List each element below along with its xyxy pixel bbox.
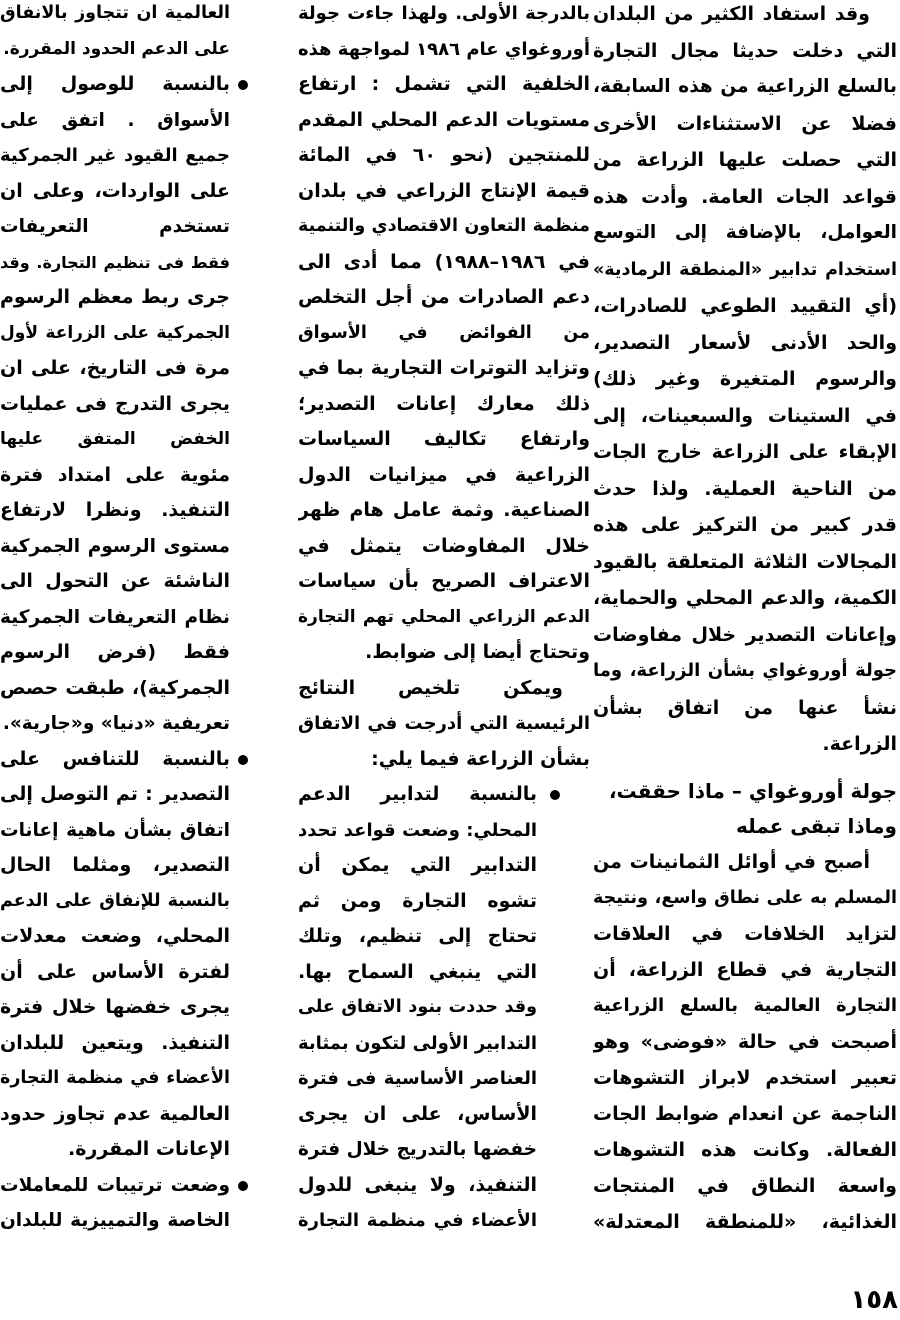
text-line: وإعانات التصدير خلال مفاوضات <box>593 623 897 646</box>
text-line: الأسواق . اتفق على <box>0 109 230 131</box>
text-line: الغذائية، «للمنطقة المعتدلة» <box>593 1210 897 1233</box>
text-line: نشأ عنها من اتفاق بشأن <box>593 696 897 719</box>
text-line: والرسوم المتغيرة وغير ذلك) <box>593 368 897 390</box>
text-line: التجارية في قطاع الزراعة، أن <box>593 958 897 981</box>
bullet-icon <box>238 1181 248 1191</box>
text-line: الخفض المتفق عليها <box>0 429 230 449</box>
text-line: تعبير استخدم لابراز التشوهات <box>593 1066 897 1089</box>
text-line: المحلي: وضعت قواعد تحدد <box>298 819 537 841</box>
text-line: وقد استفاد الكثير من البلدان <box>593 3 870 25</box>
text-line: المجالات الثلاثة المتعلقة بالقيود <box>593 550 897 573</box>
text-line: قواعد الجات العامة. وأدت هذه <box>593 185 897 208</box>
bullet-item <box>0 742 272 1168</box>
text-line: الإبقاء على الزراعة خارج الجات <box>593 441 897 463</box>
text-line: تعريفية «دنيا» و«جارية». <box>2 713 230 734</box>
text-line: لفترة الأساس على أن <box>0 960 230 983</box>
text-line: المسلم به على نطاق واسع، ونتيجة <box>593 887 897 908</box>
bullet-item <box>0 67 272 742</box>
column-middle <box>298 0 590 1239</box>
text-line: وتحتاج أيضا إلى ضوابط. <box>365 641 590 663</box>
text-line: قدر كبير من التركيز على هذه <box>593 514 897 536</box>
text-line: قيمة الإنتاج الزراعي في بلدان <box>298 179 590 202</box>
heading-line: جولة أوروغواي – ماذا حققت، <box>608 778 897 803</box>
paragraph <box>298 0 590 671</box>
text-line: بالنسبة للوصول إلى <box>0 73 230 95</box>
text-line: الكمية، والدعم المحلي والحماية، <box>593 587 897 609</box>
text-line: (أي التقييد الطوعي للصادرات، <box>593 295 897 317</box>
text-line: الناجمة عن انعدام ضوابط الجات <box>593 1102 897 1125</box>
text-line: العالمية عدم تجاوز حدود <box>0 1102 230 1125</box>
text-line: المحلي، وضعت معدلات <box>0 925 230 947</box>
text-line: الخلفية التي تشمل : ارتفاع <box>298 73 590 95</box>
bullet-icon <box>238 755 248 765</box>
text-line: التجارة العالمية بالسلع الزراعية <box>593 994 897 1016</box>
text-line: في الستينات والسبعينات، إلى <box>593 404 897 427</box>
text-line: وضعت ترتيبات للمعاملات <box>0 1174 230 1196</box>
text-line: جولة أوروغواي بشأن الزراعة، وما <box>593 660 897 681</box>
text-line: وتزايد التوترات التجارية بما في <box>298 357 590 379</box>
bullet-item <box>298 777 590 1239</box>
text-line: تحتاج إلى تنظيم، وتلك <box>298 925 537 947</box>
text-line: فقط فى تنظيم التجارة. وقد <box>0 252 230 272</box>
text-line: الجمركية)، طبقت حصص <box>0 676 230 699</box>
paragraph <box>0 0 272 67</box>
heading-line: وماذا تبقى عمله <box>735 813 897 838</box>
text-line: الخاصة والتمييزية للبلدان <box>0 1210 230 1231</box>
text-line: منظمة التعاون الاقتصادي والتنمية <box>298 216 590 236</box>
text-line: وارتفاع تكاليف السياسات <box>298 428 590 450</box>
text-line: فضلا عن الاستثناءات الأخرى <box>593 112 897 135</box>
text-line: الجمركية على الزراعة لأول <box>0 322 230 343</box>
text-line: بالنسبة للتنافس على <box>0 747 230 770</box>
text-line: الدعم الزراعي المحلي تهم التجارة <box>298 606 590 627</box>
paragraph <box>298 671 590 778</box>
text-line: التدابير التي يمكن أن <box>298 854 537 876</box>
text-line: بالنسبة للإنفاق على الدعم <box>0 890 230 911</box>
text-line: التنفيذ. ونظرا لارتفاع <box>0 499 230 521</box>
paragraph <box>593 844 897 1240</box>
text-line: جميع القيود غير الجمركية <box>0 145 230 166</box>
text-line: التصدير : تم التوصل إلى <box>0 783 230 805</box>
text-line: جرى ربط معظم الرسوم <box>0 286 230 308</box>
text-line: فقط (فرض الرسوم <box>0 641 230 663</box>
text-line: دعم الصادرات من أجل التخلص <box>298 286 590 308</box>
text-line: من الفوائض في الأسواق <box>298 322 590 343</box>
text-line: على الدعم الحدود المقررة. <box>3 38 230 59</box>
text-line: اتفاق بشأن ماهية إعانات <box>0 819 230 841</box>
column-left <box>0 0 272 1239</box>
text-line: واسعة النطاق في المنتجات <box>593 1174 897 1197</box>
text-line: التي حصلت عليها الزراعة من <box>593 149 897 171</box>
text-line: الرئيسية التي أدرجت في الاتفاق <box>298 713 590 734</box>
text-line: مستويات الدعم المحلي المقدم <box>298 108 590 131</box>
bullet-icon <box>550 790 560 800</box>
text-line: يجرى التدرج فى عمليات <box>0 392 230 415</box>
text-line: الصناعية. وثمة عامل هام ظهر <box>298 499 590 521</box>
text-line: أصبح في أوائل الثمانينات من <box>593 850 870 873</box>
text-line: مرة فى التاريخ، على ان <box>0 357 230 379</box>
text-line: الاعتراف الصريح بأن سياسات <box>298 570 590 592</box>
text-line: الفعالة. وكانت هذه التشوهات <box>593 1138 897 1161</box>
text-line: الأعضاء في منظمة التجارة <box>298 1210 537 1231</box>
text-line: والحد الأدنى لأسعار التصدير، <box>593 331 897 354</box>
text-line: الزراعية في ميزانيات الدول <box>298 463 590 486</box>
text-line: وقد حددت بنود الاتفاق على <box>298 997 537 1017</box>
bullet-item <box>0 1168 272 1239</box>
text-line: يجرى خفضها خلال فترة <box>0 996 230 1018</box>
text-line: مئوية على امتداد فترة <box>0 463 230 486</box>
text-line: تستخدم التعريفات <box>0 216 230 237</box>
text-line: الإعانات المقررة. <box>67 1138 230 1160</box>
text-line: العالمية ان تتجاوز بالانفاق <box>0 3 230 23</box>
column-right <box>593 0 897 1240</box>
text-line: استخدام تدابير «المنطقة الرمادية» <box>593 259 897 280</box>
text-line: بشأن الزراعة فيما يلي: <box>371 747 590 770</box>
text-line: خلال المفاوضات يتمثل في <box>298 534 590 557</box>
text-line: ويمكن تلخيص النتائج <box>298 676 563 699</box>
text-line: للمنتجين (نحو ٦٠ في المائة <box>298 144 590 166</box>
paragraph <box>593 0 897 763</box>
text-line: التصدير، ومثلما الحال <box>0 854 230 876</box>
text-line: نظام التعريفات الجمركية <box>0 606 230 628</box>
text-line: مستوى الرسوم الجمركية <box>0 535 230 557</box>
text-line: تشوه التجارة ومن ثم <box>298 889 537 912</box>
text-line: الأعضاء في منظمة التجارة <box>0 1068 230 1088</box>
text-line: الأساس، على ان يجرى <box>298 1102 537 1125</box>
text-line: الزراعة. <box>822 733 897 755</box>
text-line: العوامل، بالإضافة إلى التوسع <box>593 222 897 243</box>
text-line: من الناحية العملية. ولذا حدث <box>593 477 897 500</box>
bullet-icon <box>238 80 248 90</box>
text-line: العناصر الأساسية فى فترة <box>298 1068 537 1089</box>
text-line: التنفيذ، ولا ينبغى للدول <box>298 1173 537 1196</box>
text-line: خفضها بالتدريج خلال فترة <box>298 1139 537 1160</box>
text-line: بالسلع الزراعية من هذه السابقة، <box>593 76 897 97</box>
text-line: بالنسبة لتدابير الدعم <box>298 783 537 805</box>
text-line: الناشئة عن التحول الى <box>0 570 230 592</box>
text-line: التنفيذ. ويتعين للبلدان <box>0 1031 230 1054</box>
text-line: على الواردات، وعلى ان <box>0 179 230 202</box>
text-line: التدابير الأولى لتكون بمثابة <box>298 1032 537 1054</box>
text-line: في ١٩٨٦–١٩٨٨) مما أدى الى <box>298 250 590 273</box>
text-line: ذلك معارك إعانات التصدير؛ <box>298 392 590 415</box>
page-number: ١٥٨ <box>850 1285 898 1315</box>
text-line: لتزايد الخلافات في العلاقات <box>593 922 897 945</box>
section-heading <box>593 774 897 844</box>
text-line: التي دخلت حديثا مجال التجارة <box>593 39 897 62</box>
text-line: التي ينبغي السماح بها. <box>298 960 537 983</box>
text-line: أوروغواي عام ١٩٨٦ لمواجهة هذه <box>298 38 590 60</box>
text-line: أصبحت في حالة «فوضى» وهو <box>593 1030 897 1053</box>
text-line: بالدرجة الأولى. ولهذا جاءت جولة <box>298 3 590 24</box>
